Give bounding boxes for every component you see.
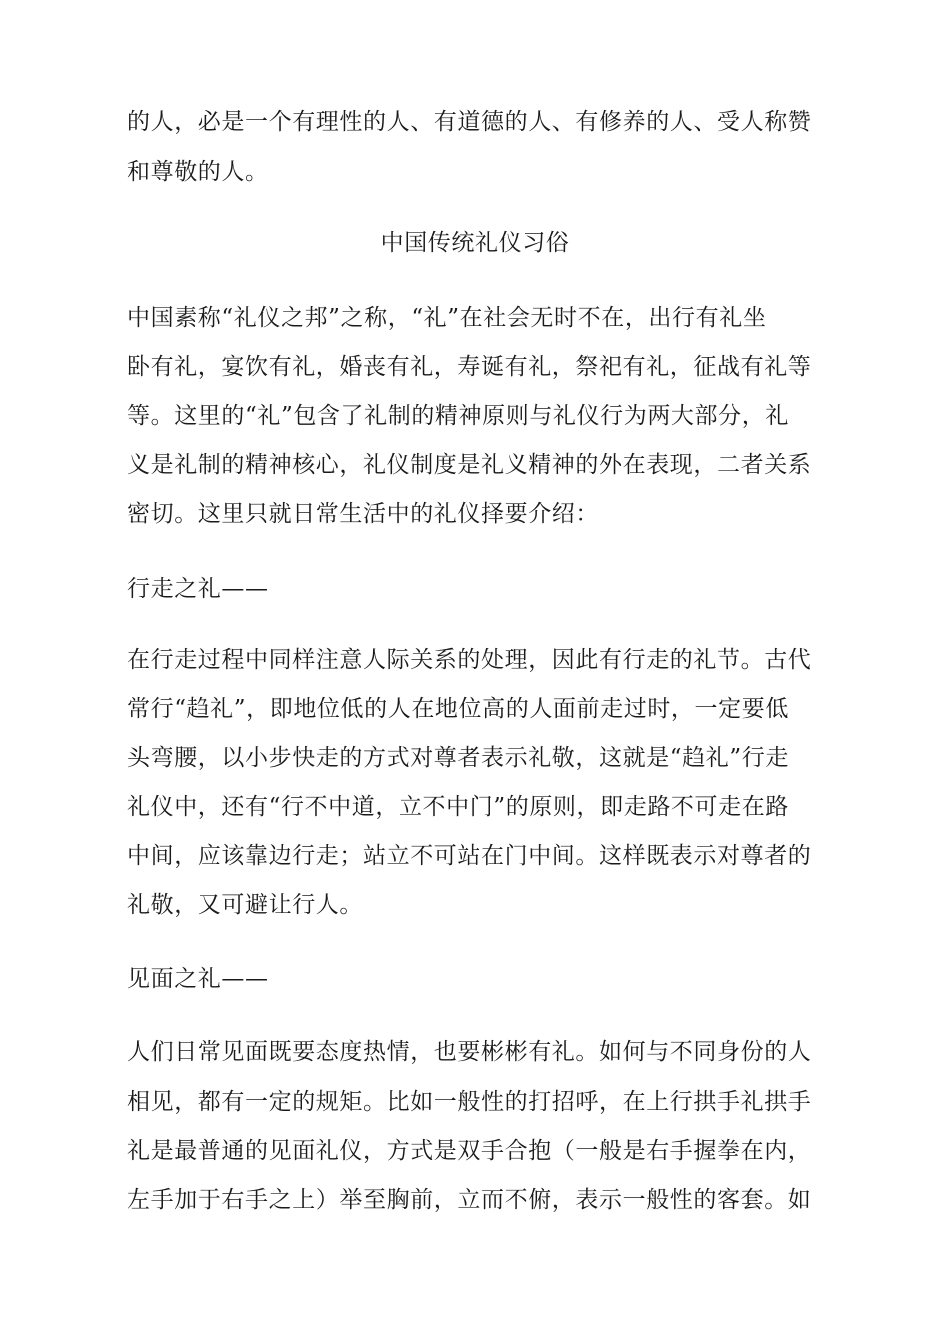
paragraph1-line-5: 密切。这里只就日常生活中的礼仪择要介绍：	[127, 501, 599, 527]
paragraph2-line-1: 在行走过程中同样注意人际关系的处理，因此有行走的礼节。古代	[127, 647, 812, 673]
intro-line-2: 和尊敬的人。	[127, 159, 269, 185]
paragraph1-line-2: 卧有礼，宴饮有礼，婚丧有礼，寿诞有礼，祭祀有礼，征战有礼等	[127, 354, 812, 380]
paragraph2-line-5: 中间，应该靠边行走；站立不可站在门中间。这样既表示对尊者的	[127, 843, 812, 869]
paragraph2-line-4: 礼仪中，还有“行不中道，立不中门”的原则，即走路不可走在路	[127, 794, 789, 820]
paragraph1-line-1: 中国素称“礼仪之邦”之称，“礼”在社会无时不在，出行有礼坐	[127, 305, 767, 331]
heading-meeting: 见面之礼——	[127, 966, 269, 992]
intro-line-1: 的人，必是一个有理性的人、有道德的人、有修养的人、受人称赞	[127, 109, 812, 135]
section-title: 中国传统礼仪习俗	[380, 230, 570, 256]
paragraph1-line-4: 义是礼制的精神核心，礼仪制度是礼义精神的外在表现，二者关系	[127, 452, 812, 478]
heading-walking: 行走之礼——	[127, 576, 269, 602]
paragraph2-line-2: 常行“趋礼”，即地位低的人在地位高的人面前走过时，一定要低	[127, 696, 789, 722]
paragraph3-line-3: 礼是最普通的见面礼仪，方式是双手合抱（一般是右手握拳在内，	[127, 1138, 812, 1164]
paragraph3-line-2: 相见，都有一定的规矩。比如一般性的打招呼，在上行拱手礼拱手	[127, 1089, 812, 1115]
paragraph2-line-6: 礼敬，又可避让行人。	[127, 892, 363, 918]
paragraph3-line-1: 人们日常见面既要态度热情，也要彬彬有礼。如何与不同身份的人	[127, 1039, 812, 1065]
paragraph3-line-4: 左手加于右手之上）举至胸前，立而不俯，表示一般性的客套。如	[127, 1187, 812, 1213]
paragraph1-line-3: 等。这里的“礼”包含了礼制的精神原则与礼仪行为两大部分，礼	[127, 403, 789, 429]
paragraph2-line-3: 头弯腰，以小步快走的方式对尊者表示礼敬，这就是“趋礼”行走	[127, 745, 789, 771]
